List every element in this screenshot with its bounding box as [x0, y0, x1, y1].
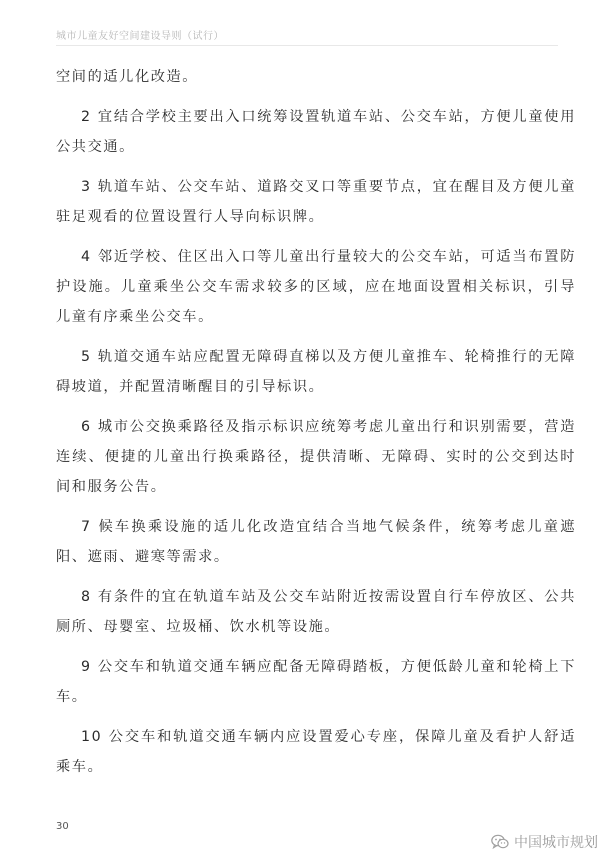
header-divider [56, 45, 558, 46]
list-item: 5 轨道交通车站应配置无障碍直梯以及方便儿童推车、轮椅推行的无障碍坡道，并配置清晰醒目的引导标识。 [56, 349, 576, 395]
paragraph-continuation: 空间的适儿化改造。 [56, 69, 199, 85]
running-header: 城市儿童友好空间建设导则（试行） [56, 31, 224, 42]
watermark [491, 832, 598, 852]
list-item: 7 候车换乘设施的适儿化改造宜结合当地气候条件，统筹考虑儿童遮阳、遮雨、避寒等需求。 [56, 519, 576, 565]
list-item: 3 轨道车站、公交车站、道路交叉口等重要节点，宜在醒目及方便儿童驻足观看的位置设置行人导向标识牌。 [56, 179, 576, 225]
wechat-icon [491, 834, 509, 850]
list-item: 6 城市公交换乘路径及指示标识应统筹考虑儿童出行和识别需要，营造连续、便捷的儿童出行换乘路径，提供清晰、无障碍、实时的公交到达时间和服务公告。 [56, 419, 576, 495]
watermark-text: 中国城市规划 [514, 835, 598, 851]
list-item: 8 有条件的宜在轨道车站及公交车站附近按需设置自行车停放区、公共厕所、母婴室、垃圾桶、饮水机等设施。 [56, 589, 576, 635]
list-item: 10 公交车和轨道交通车辆内应设置爱心专座，保障儿童及看护人舒适乘车。 [56, 729, 576, 775]
list-item: 4 邻近学校、住区出入口等儿童出行量较大的公交车站，可适当布置防护设施。儿童乘坐公交车需求较多的区域，应在地面设置相关标识，引导儿童有序乘坐公交车。 [56, 249, 576, 325]
document-body [56, 62, 576, 792]
page-number: 30 [56, 821, 69, 832]
list-item: 2 宜结合学校主要出入口统筹设置轨道车站、公交车站，方便儿童使用公共交通。 [56, 109, 576, 155]
list-item: 9 公交车和轨道交通车辆应配备无障碍踏板，方便低龄儿童和轮椅上下车。 [56, 659, 576, 705]
